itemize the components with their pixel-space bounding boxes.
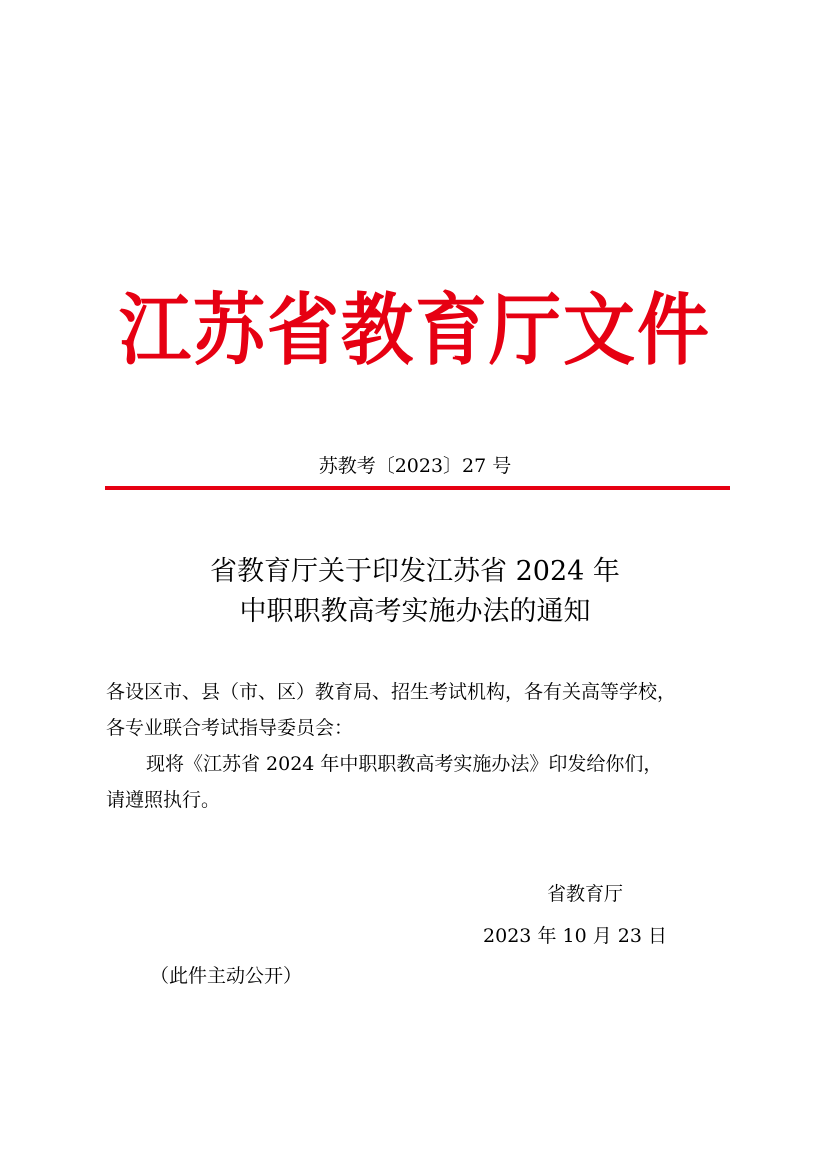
body-paragraph-line-1: 现将《江苏省 2024 年中职职教高考实施办法》印发给你们，	[146, 753, 663, 775]
document-title-line-2: 中职职教高考实施办法的通知	[239, 596, 591, 627]
addressee-line-2: 各专业联合考试指导委员会：	[106, 717, 354, 739]
disclosure-note: （此件主动公开）	[150, 965, 303, 987]
issuing-authority: 省教育厅	[546, 883, 623, 905]
issue-date: 2023 年 10 月 23 日	[483, 925, 667, 947]
masthead-title: 江苏省教育厅文件	[118, 284, 711, 376]
body-paragraph-line-2: 请遵照执行。	[106, 789, 221, 811]
addressee-line-1: 各设区市、县（市、区）教育局、招生考试机构，各有关高等学校，	[106, 681, 677, 703]
document-title	[100, 552, 730, 632]
document-body	[106, 674, 726, 818]
document-number: 苏教考〔2023〕27 号	[318, 455, 512, 477]
document-title-line-1: 省教育厅关于印发江苏省 2024 年	[210, 556, 620, 587]
red-divider	[105, 486, 730, 490]
